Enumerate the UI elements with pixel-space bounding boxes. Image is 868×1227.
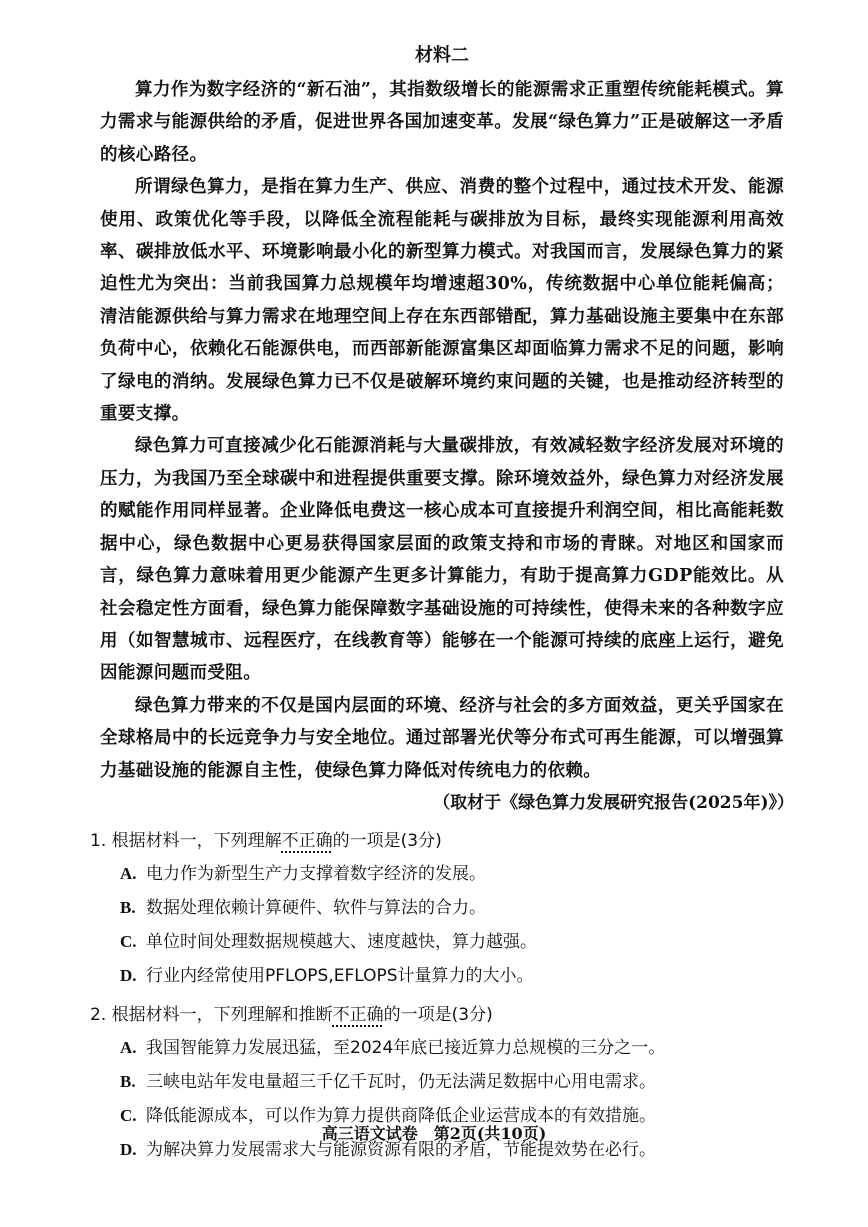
material-paragraph-3: 绿色算力可直接减少化石能源消耗与大量碳排放，有效减轻数字经济发展对环境的压力，为我国乃至全球碳中和进程提供重要支撑。除环境效益外，绿色算力对经济发展的赋能作用同样显著。企业降低电费这一核心成本可直接提升利润空间，相比高能耗数据中心，绿色数据中心更易获得国家层面的政策支持和市场的青睐。对地区和国家而言，绿色算力意味着用更少能源产生更多计算能力，有助于提高算力GDP能效比。从社会稳定性方面看，绿色算力能保障数字基础设施的可持续性，使得未来的各种数字应用（如智慧城市、远程医疗，在线教育等）能够在一个能源可持续的底座上运行，避免因能源问题而受阻。 bbox=[100, 436, 784, 684]
option-text: 降低能源成本，可以作为算力提供商降低企业运营成本的有效措施。 bbox=[146, 1105, 656, 1126]
question-2-option-b bbox=[100, 1065, 784, 1099]
question-stem-text: 的一项是(3分) bbox=[383, 1004, 493, 1025]
material-source: （取材于《绿色算力发展研究报告(2025年)》） bbox=[433, 792, 794, 813]
option-letter: D. bbox=[120, 965, 137, 985]
question-1 bbox=[90, 825, 784, 993]
option-text: 电力作为新型生产力支撑着数字经济的发展。 bbox=[146, 863, 486, 884]
option-letter: C. bbox=[120, 1105, 137, 1125]
option-text: 单位时间处理数据规模越大、速度越快，算力越强。 bbox=[146, 931, 537, 952]
emphasis-marked-text: 不正确 bbox=[281, 830, 333, 851]
option-text: 为解决算力发展需求大与能源资源有限的矛盾，节能提效势在必行。 bbox=[146, 1139, 656, 1160]
question-2-option-a bbox=[100, 1031, 784, 1065]
question-2-stem bbox=[90, 999, 784, 1031]
option-text: 三峡电站年发电量超三千亿千瓦时，仍无法满足数据中心用电需求。 bbox=[146, 1071, 656, 1092]
question-1-option-d bbox=[100, 959, 784, 993]
question-stem-text: 的一项是(3分) bbox=[332, 830, 442, 851]
question-number: 1. bbox=[90, 830, 107, 851]
material-paragraph-2: 所谓绿色算力，是指在算力生产、供应、消费的整个过程中，通过技术开发、能源使用、政策优化等手段，以降低全流程能耗与碳排放为目标，最终实现能源利用高效率、碳排放低水平、环境影响最小化的新型算力模式。对我国而言，发展绿色算力的紧迫性尤为突出：当前我国算力总规模年均增速超30%，传统数据中心单位能耗偏高；清洁能源供给与算力需求在地理空间上存在东西部错配，算力基础设施主要集中在东部负荷中心，依赖化石能源供电，而西部新能源富集区却面临算力需求不足的问题，影响了绿电的消纳。发展绿色算力已不仅是破解环境约束问题的关键，也是推动经济转型的重要支撑。 bbox=[100, 177, 784, 425]
question-stem-text: 根据材料一，下列理解 bbox=[111, 830, 282, 851]
option-letter: B. bbox=[120, 897, 136, 917]
option-text: 行业内经常使用PFLOPS,EFLOPS计量算力的大小。 bbox=[146, 965, 534, 986]
option-letter: C. bbox=[120, 931, 137, 951]
option-letter: B. bbox=[120, 1071, 136, 1091]
question-stem-text: 根据材料一，下列理解和推断 bbox=[111, 1004, 333, 1025]
emphasis-marked-text: 不正确 bbox=[332, 1004, 384, 1025]
question-1-option-a bbox=[100, 857, 784, 891]
option-letter: A. bbox=[120, 863, 137, 883]
material-paragraph-4: 绿色算力带来的不仅是国内层面的环境、经济与社会的多方面效益，更关乎国家在全球格局中的长远竞争力与安全地位。通过部署光伏等分布式可再生能源，可以增强算力基础设施的能源自主性，使绿色算力降低对传统电力的依赖。 bbox=[100, 695, 784, 781]
option-letter: A. bbox=[120, 1037, 137, 1057]
question-1-option-c bbox=[100, 925, 784, 959]
option-letter: D. bbox=[120, 1139, 137, 1159]
option-text: 数据处理依赖计算硬件、软件与算法的合力。 bbox=[146, 897, 486, 918]
material-title: 材料二 bbox=[415, 45, 469, 66]
page-footer: 高三语文试卷 第2页(共10页) bbox=[321, 1124, 547, 1143]
option-text: 我国智能算力发展迅猛，至2024年底已接近算力总规模的三分之一。 bbox=[146, 1037, 666, 1058]
question-1-stem bbox=[90, 825, 784, 857]
question-number: 2. bbox=[90, 1004, 107, 1025]
material-paragraph-1: 算力作为数字经济的“新石油”，其指数级增长的能源需求正重塑传统能耗模式。算力需求与能源供给的矛盾，促进世界各国加速变革。发展“绿色算力”正是破解这一矛盾的核心路径。 bbox=[100, 80, 784, 165]
question-1-option-b bbox=[100, 891, 784, 925]
